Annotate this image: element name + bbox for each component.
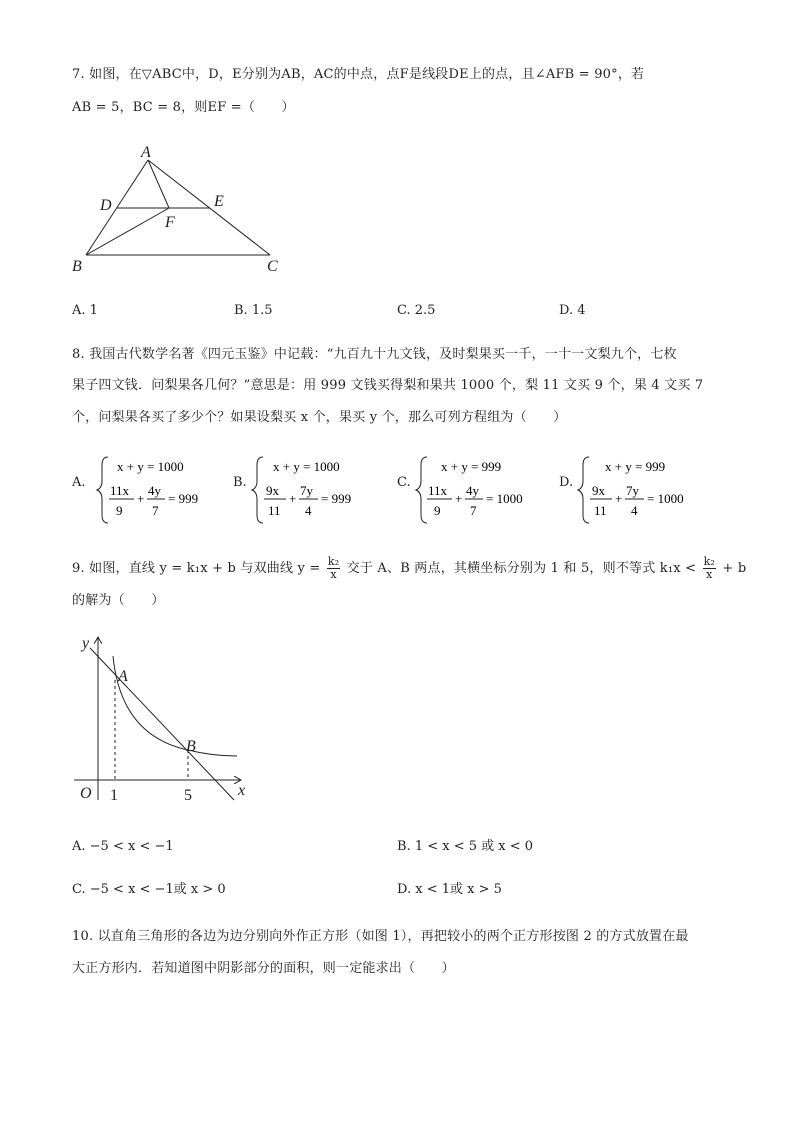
q8-option-b-label: B. [233,475,247,490]
q8-b-n1: 9x [266,483,279,498]
q9-frac1-num: k₂ [327,555,340,568]
q9-text-c: + b [722,561,747,576]
q8-c-eq1: x + y = 999 [441,459,502,474]
q9-label-B: B [186,738,196,755]
q8-a-n1: 11x [110,483,130,498]
q7-option-b[interactable]: B. 1.5 [234,303,273,318]
q8-b-d2: 4 [305,503,312,518]
q7-option-c[interactable]: C. 2.5 [397,303,436,318]
q8-c-n1: 11x [428,483,448,498]
q7-text-line1: 7. 如图，在▽ABC中，D，E分别为AB，AC的中点，点F是线段DE上的点，且∠AFB = 90°，若 [72,67,645,82]
q9-label-1: 1 [110,787,118,804]
q8-c-d2: 7 [470,503,477,518]
q8-option-a-label: A. [72,475,86,490]
q9-option-d[interactable]: D. x < 1或 x > 5 [397,882,502,897]
q8-c-n2: 4y [466,483,479,498]
q9-option-b[interactable]: B. 1 < x < 5 或 x < 0 [397,839,534,854]
svg-text:+: + [137,491,145,506]
q10-text-line1: 10. 以直角三角形的各边为边分别向外作正方形（如图 1），再把较小的两个正方形按图 2 的方式放置在最 [72,929,689,944]
q8-d-n1: 9x [592,483,605,498]
q7-option-d[interactable]: D. 4 [559,303,586,318]
q8-b-rhs: = 999 [321,491,352,506]
q8-text-line2: 果子四文钱．问梨果各几何？”意思是：用 999 文钱买得梨和果共 1000 个，梨 11 文买 9 个，果 4 文买 7 [72,378,704,393]
q7-label-C: C [267,258,278,275]
q9-frac1-den: x [330,568,337,581]
q8-a-n2: 4y [148,483,161,498]
q9-text-a: 9. 如图，直线 y = k₁x + b 与双曲线 y = [72,561,321,576]
q7-text-line2: AB = 5，BC = 8，则EF =（ ） [72,100,295,115]
q7-label-E: E [214,193,224,210]
q8-a-eq1: x + y = 1000 [117,459,184,474]
q10-text-line2: 大正方形内．若知道图中阴影部分的面积，则一定能求出（ ） [72,961,455,976]
q8-a-d1: 9 [116,503,123,518]
q9-frac2-num: k₂ [703,555,716,568]
q8-text-line1: 8. 我国古代数学名著《四元玉鉴》中记载：“九百九十九文钱，及时梨果买一千，一十一文梨九个，七枚 [72,347,677,362]
q7-triangle-figure [60,138,300,278]
q8-c-d1: 9 [434,503,441,518]
svg-text:+: + [289,491,297,506]
q7-label-B: B [72,258,82,275]
q9-label-A: A [118,668,128,685]
q9-text-line2: 的解为（ ） [72,593,165,608]
q8-d-eq1: x + y = 999 [605,459,666,474]
q9-text-b: 交于 A、B 两点，其横坐标分别为 1 和 5，则不等式 k₁x < [346,561,697,576]
q8-text-line3: 个，问梨果各买了多少个？如果设梨买 x 个，果买 y 个，那么可列方程组为（ ） [72,410,567,425]
q7-option-a[interactable]: A. 1 [72,303,98,318]
q8-b-eq1: x + y = 1000 [273,459,340,474]
q9-label-y: y [82,635,90,652]
q8-d-n2: 7y [626,483,639,498]
q8-option-c-label: C. [397,475,411,490]
q7-label-F: F [165,214,175,231]
q7-label-A: A [141,144,151,161]
q8-b-d1: 11 [268,503,281,518]
svg-text:+: + [615,491,623,506]
q8-a-rhs: = 999 [168,491,199,506]
q9-label-O: O [80,785,92,802]
q8-option-d-label: D. [559,475,574,490]
svg-text:+: + [455,491,463,506]
q8-a-d2: 7 [152,503,159,518]
q8-d-d2: 4 [631,503,638,518]
q9-label-x: x [238,782,246,799]
q9-option-a[interactable]: A. −5 < x < −1 [72,839,174,854]
q9-graph-figure [60,628,260,808]
q9-text-line1 [72,556,746,581]
q8-d-rhs: = 1000 [647,491,684,506]
q8-b-n2: 7y [300,483,313,498]
q9-label-5: 5 [184,787,192,804]
q8-d-d1: 11 [594,503,607,518]
q9-option-c[interactable]: C. −5 < x < −1或 x > 0 [72,882,226,897]
q8-c-rhs: = 1000 [486,491,523,506]
q9-frac2-den: x [706,568,713,581]
q7-label-D: D [100,197,112,214]
